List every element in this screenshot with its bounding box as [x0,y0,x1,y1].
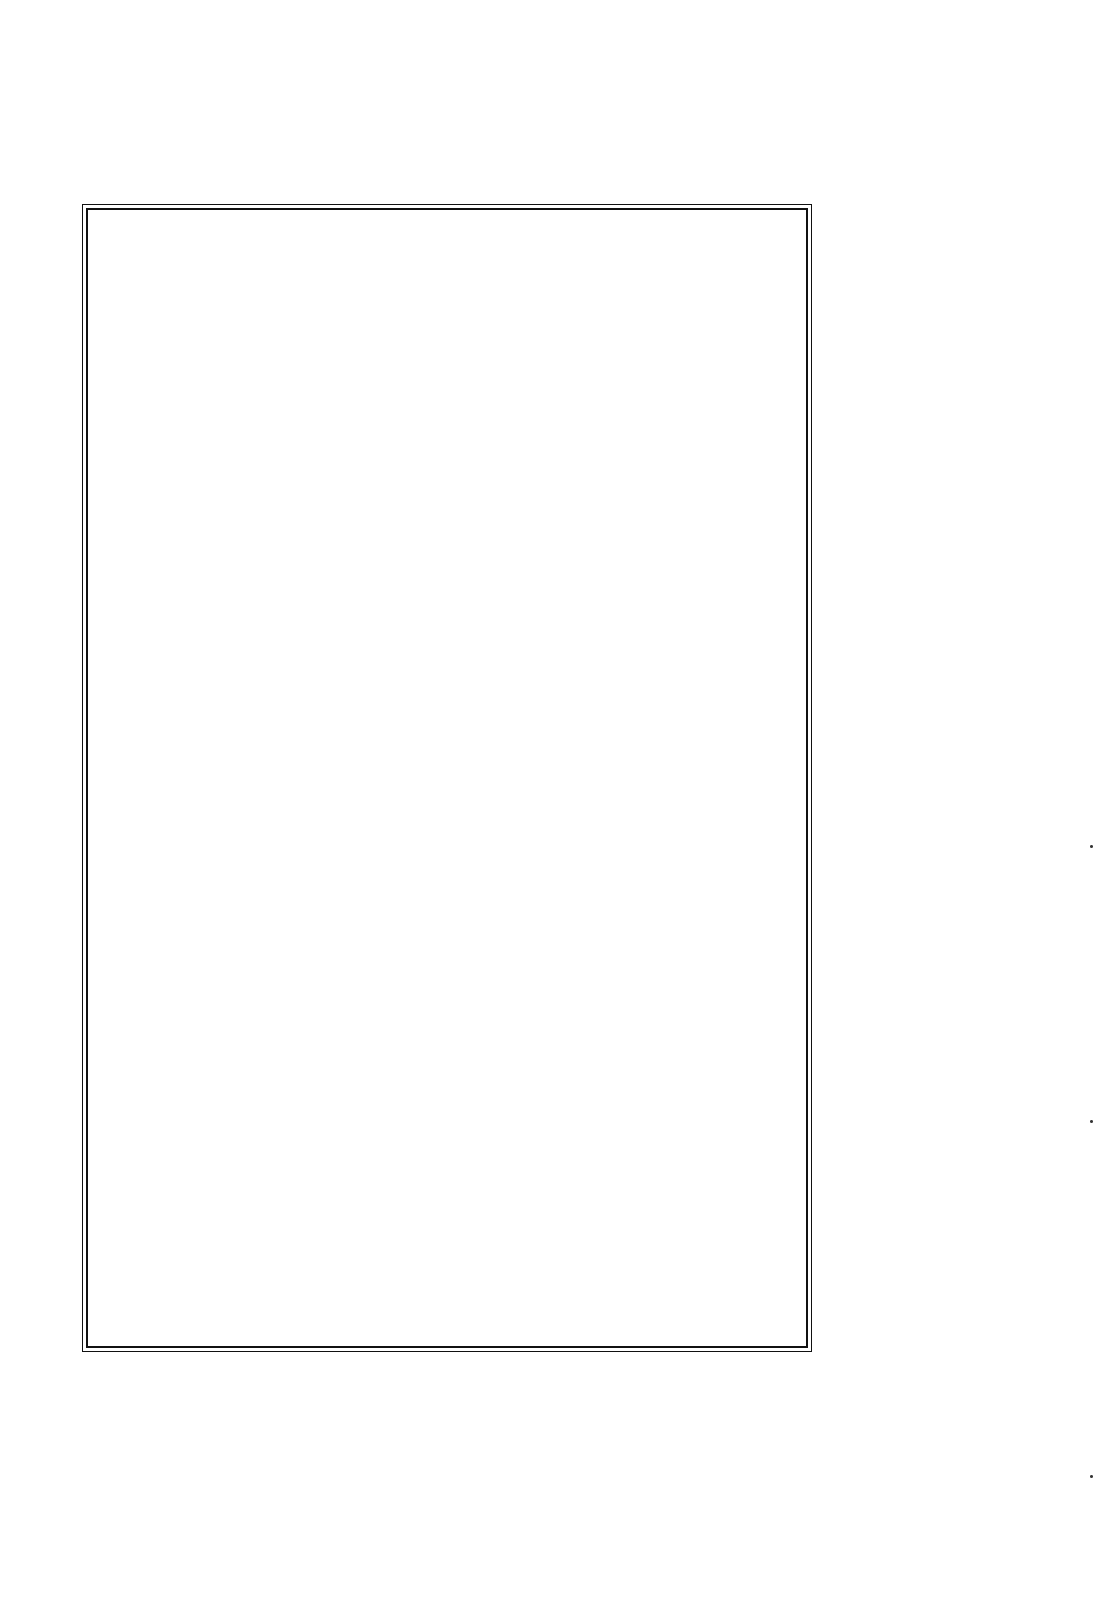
margin-dot [1090,845,1093,848]
margin-dot [1090,1475,1093,1478]
margin-dot [1090,1120,1093,1123]
boxed-main-text-frame [86,208,808,1348]
